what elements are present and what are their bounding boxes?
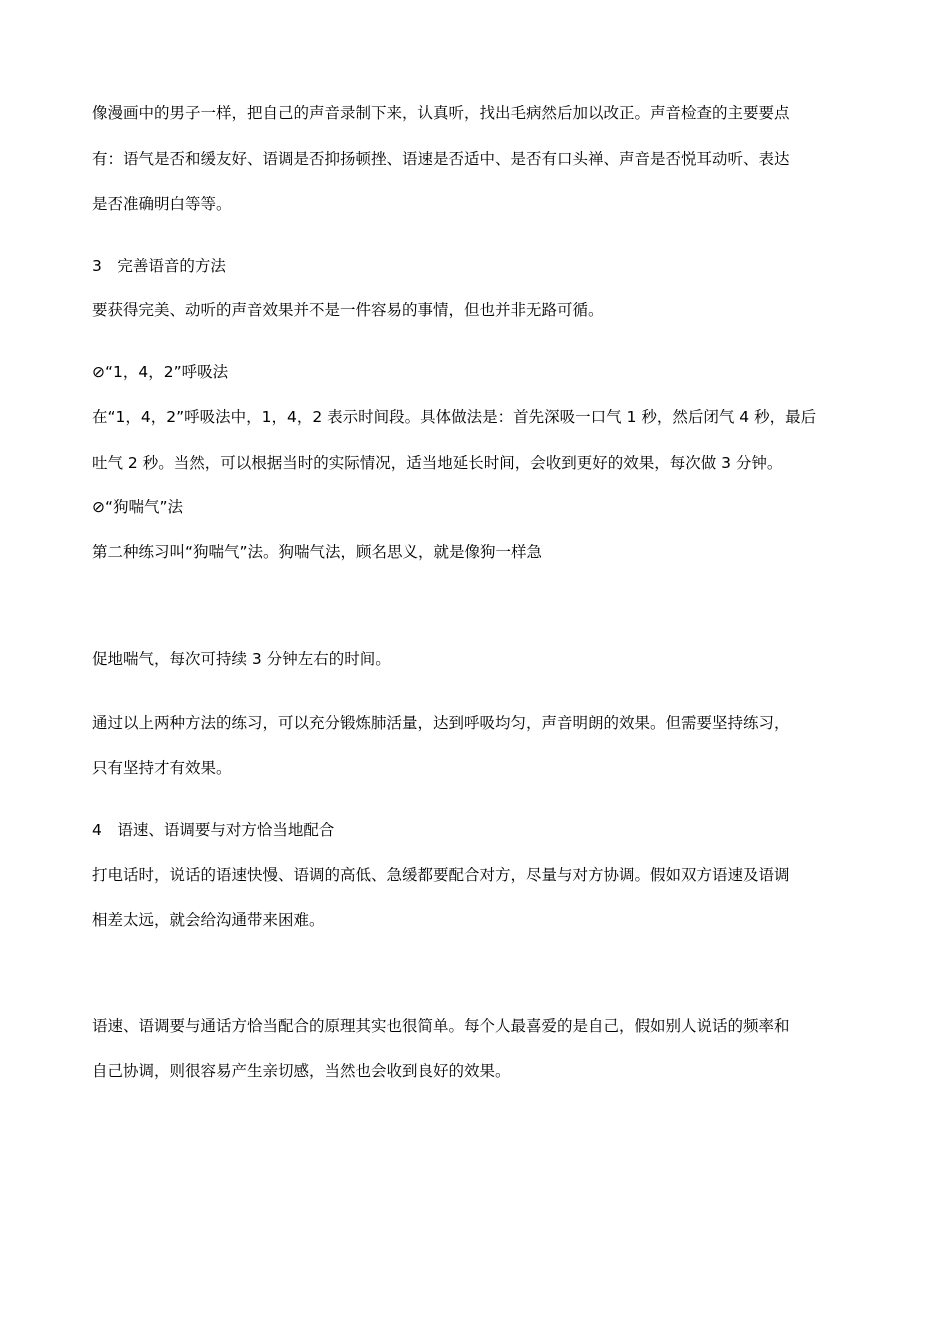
paragraph-line: 打电话时，说话的语速快慢、语调的高低、急缓都要配合对方，尽量与对方协调。假如双方语速及语调 bbox=[92, 866, 790, 884]
paragraph-line: 自己协调，则很容易产生亲切感，当然也会收到良好的效果。 bbox=[92, 1062, 511, 1080]
paragraph-line: 像漫画中的男子一样，把自己的声音录制下来，认真听，找出毛病然后加以改正。声音检查的主要要点 bbox=[92, 104, 790, 122]
paragraph-line: 第二种练习叫“狗喘气”法。狗喘气法，顾名思义，就是像狗一样急 bbox=[92, 543, 543, 561]
paragraph-line: 通过以上两种方法的练习，可以充分锻炼肺活量，达到呼吸均匀，声音明朗的效果。但需要坚持练习， bbox=[92, 714, 790, 732]
paragraph-line: 是否准确明白等等。 bbox=[92, 195, 232, 213]
section-heading-3: 3 完善语音的方法 bbox=[92, 257, 226, 275]
section-heading-4: 4 语速、语调要与对方恰当地配合 bbox=[92, 821, 335, 839]
paragraph-line: 促地喘气，每次可持续 3 分钟左右的时间。 bbox=[92, 650, 391, 668]
method-heading-dog-panting: ⊘“狗喘气”法 bbox=[92, 498, 184, 516]
paragraph-line: 吐气 2 秒。当然，可以根据当时的实际情况，适当地延长时间，会收到更好的效果，每次做 3 分钟。 bbox=[92, 454, 783, 472]
paragraph-line: 只有坚持才有效果。 bbox=[92, 759, 232, 777]
paragraph-line: 在“1，4，2”呼吸法中，1，4，2 表示时间段。具体做法是：首先深吸一口气 1 秒，然后闭气 4 秒，最后 bbox=[92, 408, 817, 426]
paragraph-line: 要获得完美、动听的声音效果并不是一件容易的事情，但也并非无路可循。 bbox=[92, 301, 604, 319]
method-heading-142-breathing: ⊘“1，4，2”呼吸法 bbox=[92, 363, 229, 381]
paragraph-line: 语速、语调要与通话方恰当配合的原理其实也很简单。每个人最喜爱的是自己，假如别人说话的频率和 bbox=[92, 1017, 790, 1035]
paragraph-line: 有：语气是否和缓友好、语调是否抑扬顿挫、语速是否适中、是否有口头禅、声音是否悦耳动听、表达 bbox=[92, 150, 790, 168]
paragraph-line: 相差太远，就会给沟通带来困难。 bbox=[92, 911, 325, 929]
